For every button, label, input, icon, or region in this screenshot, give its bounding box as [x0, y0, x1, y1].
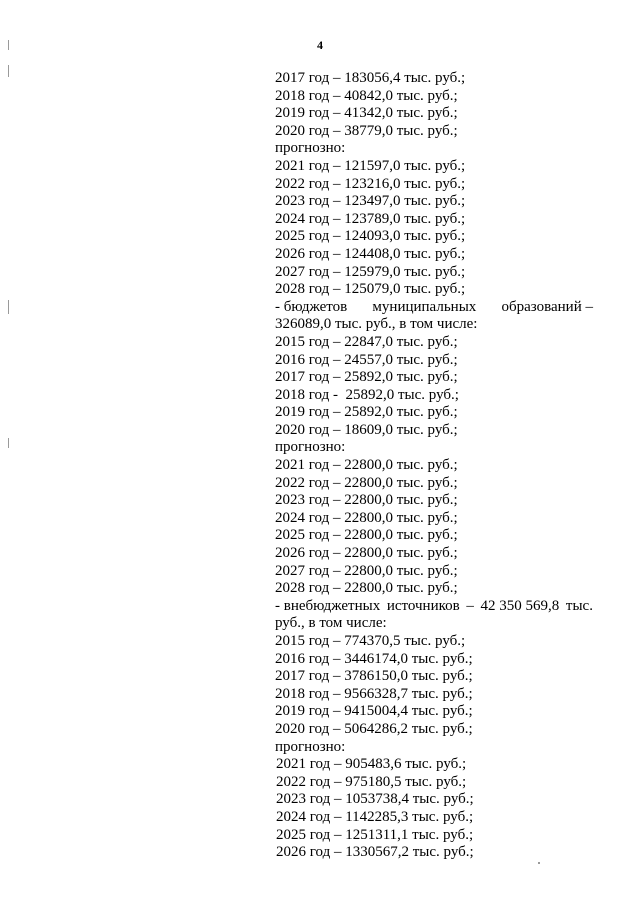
year-line: 2023 год – 123497,0 тыс. руб.; [275, 193, 466, 210]
year-line: 2018 год - 25892,0 тыс. руб.; [275, 386, 459, 403]
year-line: 2023 год – 22800,0 тыс. руб.; [275, 492, 458, 509]
year-line: 2016 год – 24557,0 тыс. руб.; [275, 351, 458, 368]
municipal-total: 326089,0 тыс. руб., в том числе: [275, 316, 478, 333]
municipal-budgets-section [275, 299, 593, 598]
year-line: 2028 год – 22800,0 тыс. руб.; [275, 580, 458, 597]
heading-word: - бюджетов [275, 298, 348, 315]
forecast-label: прогнозно: [275, 140, 346, 157]
year-line: 2024 год – 22800,0 тыс. руб.; [275, 509, 458, 526]
year-line: 2017 год – 25892,0 тыс. руб.; [275, 369, 458, 386]
year-line: 2021 год – 22800,0 тыс. руб.; [275, 457, 458, 474]
year-line: 2027 год – 125979,0 тыс. руб.; [275, 263, 466, 280]
year-line: 2018 год – 9566328,7 тыс. руб.; [275, 685, 473, 702]
scan-artifact [8, 40, 9, 50]
year-line: 2021 год – 121597,0 тыс. руб.; [275, 157, 466, 174]
year-line: 2018 год – 40842,0 тыс. руб.; [275, 87, 458, 104]
year-line: 2020 год – 38779,0 тыс. руб.; [275, 122, 458, 139]
year-line: 2021 год – 905483,6 тыс. руб.; [276, 756, 467, 773]
year-line: 2019 год – 25892,0 тыс. руб.; [275, 404, 458, 421]
year-line: 2026 год – 22800,0 тыс. руб.; [275, 545, 458, 562]
document-body [275, 70, 593, 862]
year-line: 2028 год – 125079,0 тыс. руб.; [275, 281, 466, 298]
heading-word: муниципальных [372, 298, 477, 315]
year-line: 2017 год – 3786150,0 тыс. руб.; [275, 668, 473, 685]
heading-word: тыс. [565, 597, 593, 614]
year-line: 2017 год – 183056,4 тыс. руб.; [275, 70, 466, 86]
year-line: 2022 год – 123216,0 тыс. руб.; [275, 175, 466, 192]
heading-word: – [466, 597, 474, 614]
forecast-label: прогнозно: [275, 439, 346, 456]
heading-word: 42 350 569,8 [480, 597, 560, 614]
year-line: 2024 год – 1142285,3 тыс. руб.; [276, 808, 474, 825]
regional-budget-tail [275, 70, 593, 299]
year-line: 2023 год – 1053738,4 тыс. руб.; [276, 791, 474, 808]
scan-artifact [8, 65, 9, 77]
year-line: 2019 год – 9415004,4 тыс. руб.; [275, 703, 473, 720]
year-line: 2027 год – 22800,0 тыс. руб.; [275, 562, 458, 579]
page-number: 4 [317, 38, 323, 52]
year-line: 2016 год – 3446174,0 тыс. руб.; [275, 650, 473, 667]
year-line: 2025 год – 1251311,1 тыс. руб.; [276, 826, 474, 843]
extrabudgetary-heading-cont: руб., в том числе: [275, 615, 387, 632]
year-line: 2026 год – 1330567,2 тыс. руб.; [276, 844, 474, 861]
year-line: 2015 год – 774370,5 тыс. руб.; [275, 633, 466, 649]
year-line: 2026 год – 124408,0 тыс. руб.; [275, 245, 466, 262]
heading-word: источников [386, 597, 460, 614]
year-line: 2024 год – 123789,0 тыс. руб.; [275, 210, 466, 227]
year-line: 2025 год – 22800,0 тыс. руб.; [275, 527, 458, 544]
scan-artifact [8, 300, 9, 314]
forecast-label: прогнозно: [275, 738, 346, 755]
year-line: 2025 год – 124093,0 тыс. руб.; [275, 228, 466, 245]
year-line: 2020 год – 5064286,2 тыс. руб.; [275, 720, 473, 737]
year-line: 2020 год – 18609,0 тыс. руб.; [275, 421, 458, 438]
year-line: 2022 год – 975180,5 тыс. руб.; [276, 773, 467, 790]
extrabudgetary-section [275, 598, 593, 862]
scan-artifact [8, 438, 9, 448]
municipal-heading [275, 299, 593, 317]
extrabudgetary-heading [275, 598, 593, 616]
heading-word: образований – [501, 298, 593, 315]
year-line: 2015 год – 22847,0 тыс. руб.; [275, 333, 458, 350]
heading-word: - внебюджетных [275, 597, 381, 614]
scan-artifact [538, 862, 540, 864]
year-line: 2019 год – 41342,0 тыс. руб.; [275, 105, 458, 122]
year-line: 2022 год – 22800,0 тыс. руб.; [275, 474, 458, 491]
